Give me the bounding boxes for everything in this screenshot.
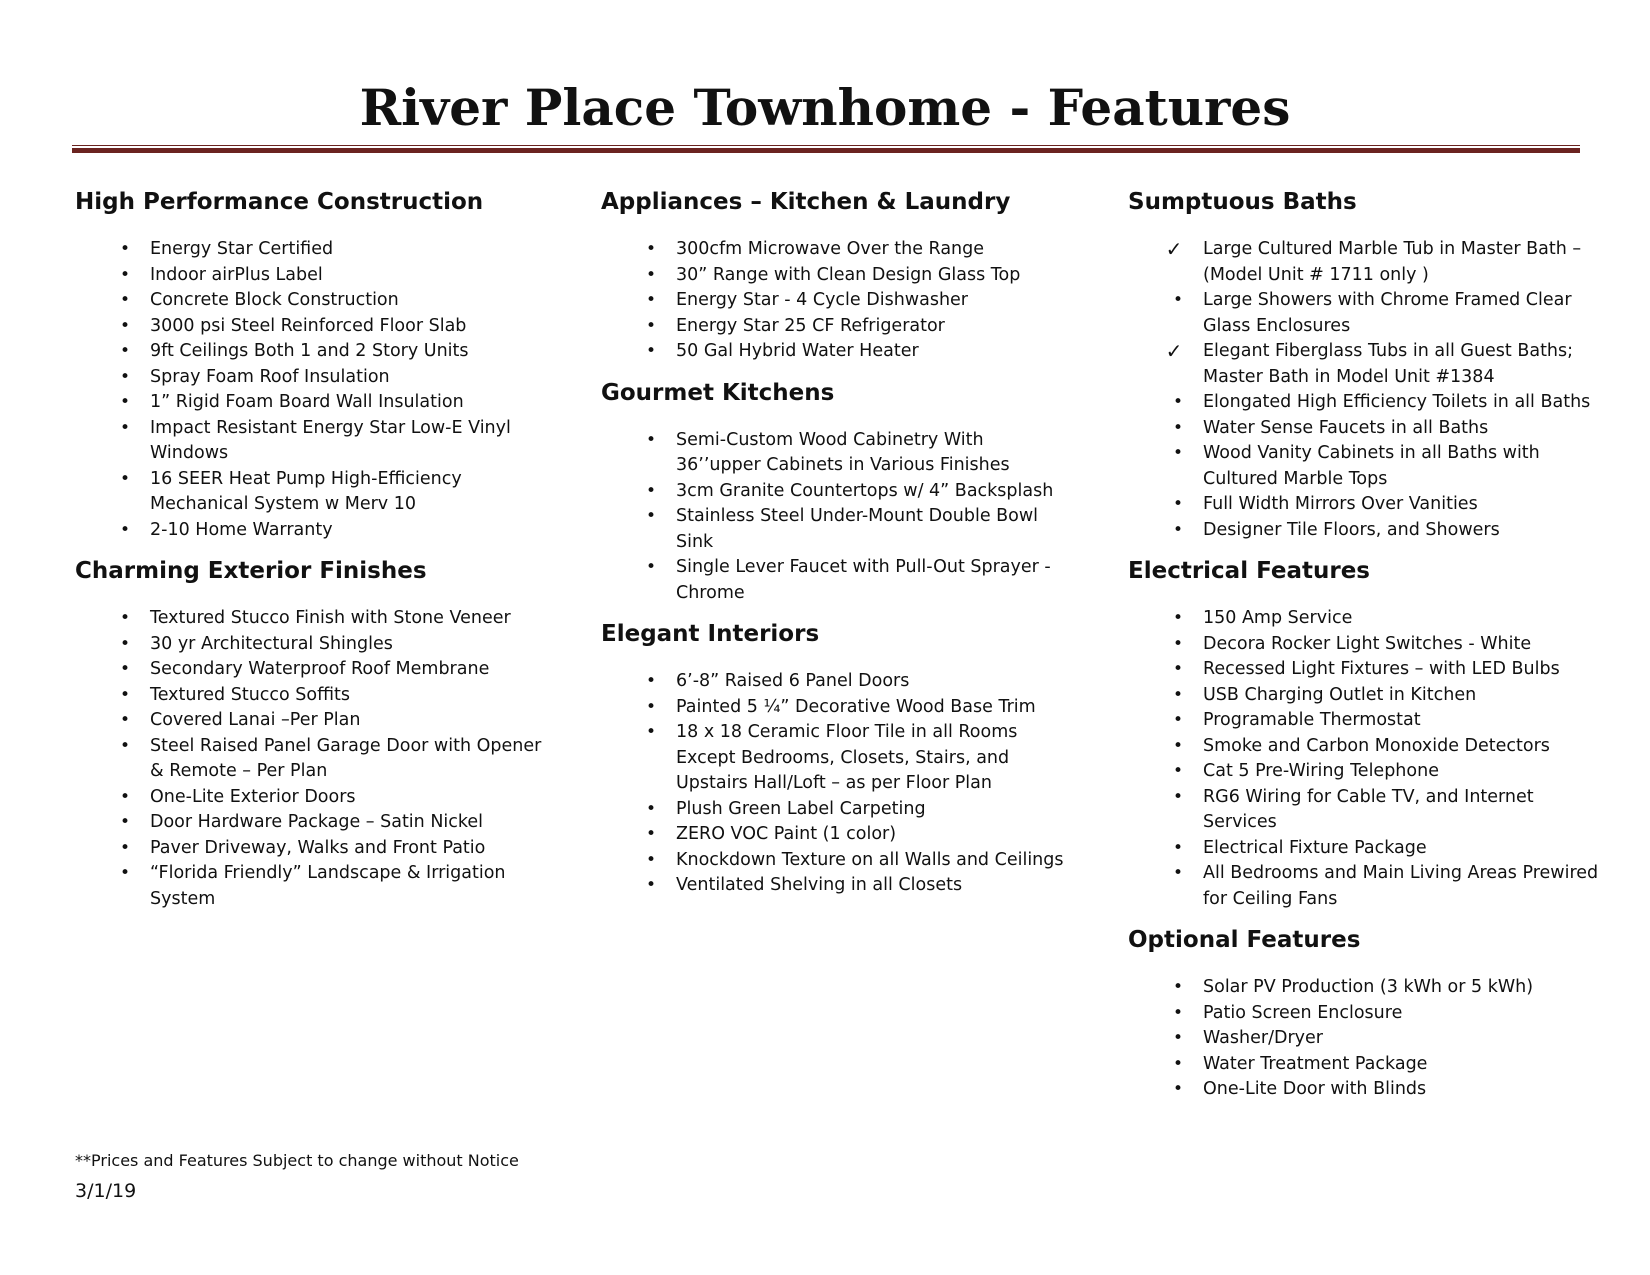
feature-item [1128,734,1600,760]
feature-text: One-Lite Door with Blinds [1203,1079,1427,1099]
title-rule-thick [72,148,1580,153]
feature-item [75,861,545,912]
feature-list [1128,237,1600,543]
feature-text: Smoke and Carbon Monoxide Detectors [1203,735,1550,756]
feature-text: Water Sense Faucets in all Baths [1203,417,1489,438]
feature-text: Water Treatment Package [1203,1053,1428,1074]
feature-text: Elegant Fiberglass Tubs in all Guest Baths; Master Bath in Model Unit #1384 [1203,341,1574,387]
bullet-icon: • [645,506,657,526]
bullet-icon: • [645,290,657,310]
feature-item [601,237,1071,263]
feature-item [75,734,545,785]
feature-item [75,683,545,709]
feature-text: Washer/Dryer [1203,1028,1323,1048]
bullet-icon: • [1172,1053,1184,1074]
feature-text: Energy Star Certified [150,239,334,259]
feature-item [1128,1026,1600,1052]
title-rule-thin [72,145,1580,146]
feature-text: ZERO VOC Paint (1 color) [676,824,897,844]
bullet-icon: • [645,315,657,336]
bullet-icon: • [1172,1028,1184,1048]
bullet-icon: • [119,735,131,756]
bullet-icon: • [1172,519,1184,540]
page-title: River Place Townhome - Features [359,78,1291,137]
feature-text: Wood Vanity Cabinets in all Baths with Cultured Marble Tops [1203,443,1540,489]
feature-text: 1” Rigid Foam Board Wall Insulation [150,392,464,412]
feature-list [1128,606,1600,912]
feature-item [601,288,1071,314]
feature-item [601,669,1071,695]
feature-text: Textured Stucco Soffits [150,684,351,705]
feature-item [75,365,545,391]
feature-item [1128,708,1600,734]
feature-text: Plush Green Label Carpeting [676,798,926,819]
bullet-icon: • [1172,977,1184,997]
feature-item [75,632,545,658]
bullet-icon: • [119,659,131,679]
feature-item [601,848,1071,874]
feature-item [601,797,1071,823]
feature-text: 9ft Ceilings Both 1 and 2 Story Units [150,341,469,361]
feature-item [601,339,1071,365]
bullet-icon: • [645,849,657,870]
column-right [1128,186,1600,1103]
bullet-icon: • [645,557,657,577]
feature-text: Recessed Light Fixtures – with LED Bulbs [1203,659,1560,679]
section-heading: Elegant Interiors [601,621,820,647]
feature-text: Large Showers with Chrome Framed Clear Glass Enclosures [1203,290,1572,336]
feature-text: 50 Gal Hybrid Water Heater [676,341,919,361]
feature-item [1128,683,1600,709]
section-heading: Optional Features [1128,927,1361,953]
feature-item [1128,416,1600,442]
bullet-icon: • [1172,608,1184,628]
bullet-icon: • [119,417,131,438]
feature-item [75,339,545,365]
feature-item [75,518,545,544]
bullet-icon: • [645,341,657,361]
section-heading: Sumptuous Baths [1128,189,1357,215]
feature-text: Cat 5 Pre-Wiring Telephone [1203,761,1439,781]
feature-item [75,237,545,263]
bullet-icon: • [645,671,657,691]
feature-item [1128,861,1600,912]
bullet-icon: • [1172,735,1184,756]
feature-text: Patio Screen Enclosure [1203,1002,1403,1023]
bullet-icon: • [119,290,131,310]
bullet-icon: • [645,264,657,285]
feature-text: RG6 Wiring for Cable TV, and Internet Services [1203,786,1534,832]
feature-text: Textured Stucco Finish with Stone Veneer [150,608,511,628]
bullet-icon: • [119,239,131,259]
feature-item [1128,339,1600,390]
feature-item [601,263,1071,289]
feature-item [601,720,1071,797]
feature-text: 6’-8” Raised 6 Panel Doors [676,671,910,691]
bullet-icon: • [119,519,131,540]
bullet-icon: • [645,875,657,895]
feature-item [601,873,1071,899]
feature-item [75,390,545,416]
feature-text: Knockdown Texture on all Walls and Ceilings [676,849,1064,870]
bullet-icon: • [119,608,131,628]
section-heading: Appliances – Kitchen & Laundry [601,189,1011,215]
feature-text: Paver Driveway, Walks and Front Patio [150,837,486,858]
bullet-icon: • [1172,684,1184,705]
feature-text: Electrical Fixture Package [1203,837,1427,858]
section-electrical-features [1128,555,1600,912]
checkmark-icon: ✓ [1165,339,1183,363]
feature-item [1128,836,1600,862]
bullet-icon: • [119,264,131,285]
feature-text: 30 yr Architectural Shingles [150,633,393,654]
bullet-icon: • [1172,1079,1184,1099]
section-optional-features [1128,924,1600,1103]
feature-item [1128,632,1600,658]
feature-text: Secondary Waterproof Roof Membrane [150,659,490,679]
section-heading: Gourmet Kitchens [601,379,835,406]
feature-text: Energy Star 25 CF Refrigerator [676,315,945,336]
feature-item [75,606,545,632]
feature-item [601,555,1071,606]
feature-text: Door Hardware Package – Satin Nickel [150,812,484,832]
feature-list [601,669,1071,899]
feature-text: All Bedrooms and Main Living Areas Prewired for Ceiling Fans [1203,863,1599,909]
section-sumptuous-baths [1128,186,1600,543]
feature-item [601,428,1071,479]
feature-list [75,606,545,912]
feature-item [75,708,545,734]
feature-item [1128,390,1600,416]
bullet-icon: • [119,633,131,654]
feature-text: Ventilated Shelving in all Closets [676,875,963,895]
feature-text: Elongated High Efficiency Toilets in all Baths [1203,392,1591,412]
feature-item [1128,492,1600,518]
feature-item [601,822,1071,848]
feature-item [75,467,545,518]
feature-text: Impact Resistant Energy Star Low-E Vinyl Windows [150,417,511,463]
feature-item [1128,288,1600,339]
bullet-icon: • [1172,417,1184,438]
section-gourmet-kitchens [601,377,1071,607]
document-date: 3/1/19 [75,1180,137,1202]
feature-item [1128,1052,1600,1078]
feature-text: Indoor airPlus Label [150,264,323,285]
bullet-icon: • [645,798,657,819]
feature-item [1128,759,1600,785]
checkmark-icon: ✓ [1165,237,1183,261]
feature-item [601,479,1071,505]
feature-item [1128,441,1600,492]
feature-list [601,237,1071,365]
feature-item [1128,785,1600,836]
section-heading: Electrical Features [1128,558,1370,584]
feature-item [601,695,1071,721]
bullet-icon: • [645,239,657,259]
section-elegant-interiors [601,618,1071,899]
bullet-icon: • [1172,633,1184,654]
bullet-icon: • [119,863,131,883]
feature-item [1128,237,1600,288]
feature-item [1128,657,1600,683]
section-high-performance-construction [75,186,545,543]
feature-text: Decora Rocker Light Switches - White [1203,633,1532,654]
bullet-icon: • [1172,761,1184,781]
footnote: **Prices and Features Subject to change without Notice [75,1151,519,1170]
feature-text: 18 x 18 Ceramic Floor Tile in all Rooms Except Bedrooms, Closets, Stairs, and Upstairs Hall/Loft – as per Floor Plan [676,722,1018,793]
feature-list [1128,975,1600,1103]
feature-text: Spray Foam Roof Insulation [150,366,390,387]
feature-item [75,785,545,811]
feature-text: 16 SEER Heat Pump High-Efficiency Mechanical System w Merv 10 [150,468,462,514]
feature-text: Single Lever Faucet with Pull-Out Sprayer - Chrome [676,557,1051,603]
bullet-icon: • [119,341,131,361]
feature-text: “Florida Friendly” Landscape & Irrigation System [150,863,506,909]
bullet-icon: • [1172,392,1184,412]
bullet-icon: • [1172,494,1184,514]
section-heading: High Performance Construction [75,189,484,215]
feature-text: USB Charging Outlet in Kitchen [1203,684,1477,705]
column-middle [601,186,1071,899]
bullet-icon: • [1172,863,1184,883]
feature-text: 300cfm Microwave Over the Range [676,239,985,259]
feature-text: 2-10 Home Warranty [150,519,333,540]
bullet-icon: • [119,315,131,336]
bullet-icon: • [1172,1002,1184,1023]
section-appliances [601,186,1071,365]
feature-text: Stainless Steel Under-Mount Double Bowl Sink [676,506,1039,552]
feature-text: 30” Range with Clean Design Glass Top [676,264,1021,285]
bullet-icon: • [645,722,657,742]
feature-text: One-Lite Exterior Doors [150,786,356,807]
bullet-icon: • [119,837,131,858]
feature-item [601,504,1071,555]
bullet-icon: • [1172,443,1184,463]
bullet-icon: • [119,392,131,412]
feature-list [601,428,1071,607]
feature-item [1128,975,1600,1001]
feature-text: Covered Lanai –Per Plan [150,710,361,730]
bullet-icon: • [119,786,131,807]
feature-text: 3000 psi Steel Reinforced Floor Slab [150,315,467,336]
feature-text: 3cm Granite Countertops w/ 4” Backsplash [676,480,1054,501]
feature-text: Painted 5 ¼” Decorative Wood Base Trim [676,696,1036,717]
bullet-icon: • [119,366,131,387]
feature-text: Programable Thermostat [1203,710,1421,730]
feature-item [1128,518,1600,544]
feature-text: 150 Amp Service [1203,608,1353,628]
section-charming-exterior-finishes [75,555,545,912]
bullet-icon: • [645,824,657,844]
feature-item [601,314,1071,340]
bullet-icon: • [1172,659,1184,679]
bullet-icon: • [119,710,131,730]
bullet-icon: • [1172,710,1184,730]
feature-item [75,263,545,289]
feature-text: Solar PV Production (3 kWh or 5 kWh) [1203,977,1534,997]
bullet-icon: • [645,696,657,717]
bullet-icon: • [1172,290,1184,310]
feature-text: Full Width Mirrors Over Vanities [1203,494,1478,514]
bullet-icon: • [1172,786,1184,807]
bullet-icon: • [645,429,657,450]
feature-item [75,416,545,467]
feature-item [75,836,545,862]
bullet-icon: • [645,480,657,501]
feature-item [75,288,545,314]
feature-text: Energy Star - 4 Cycle Dishwasher [676,290,968,310]
bullet-icon: • [1172,837,1184,858]
feature-text: Semi-Custom Wood Cabinetry With 36’’upper Cabinets in Various Finishes [676,429,1010,475]
feature-item [1128,1001,1600,1027]
feature-text: Large Cultured Marble Tub in Master Bath – (Model Unit # 1711 only ) [1203,239,1582,285]
feature-text: Concrete Block Construction [150,290,399,310]
feature-text: Steel Raised Panel Garage Door with Opener & Remote – Per Plan [150,735,542,781]
section-heading: Charming Exterior Finishes [75,558,427,584]
feature-list [75,237,545,543]
feature-item [75,657,545,683]
feature-text: Designer Tile Floors, and Showers [1203,519,1500,540]
bullet-icon: • [119,684,131,705]
feature-item [1128,606,1600,632]
feature-item [75,810,545,836]
feature-item [1128,1077,1600,1103]
bullet-icon: • [119,468,131,489]
feature-item [75,314,545,340]
column-left [75,186,545,912]
bullet-icon: • [119,812,131,832]
